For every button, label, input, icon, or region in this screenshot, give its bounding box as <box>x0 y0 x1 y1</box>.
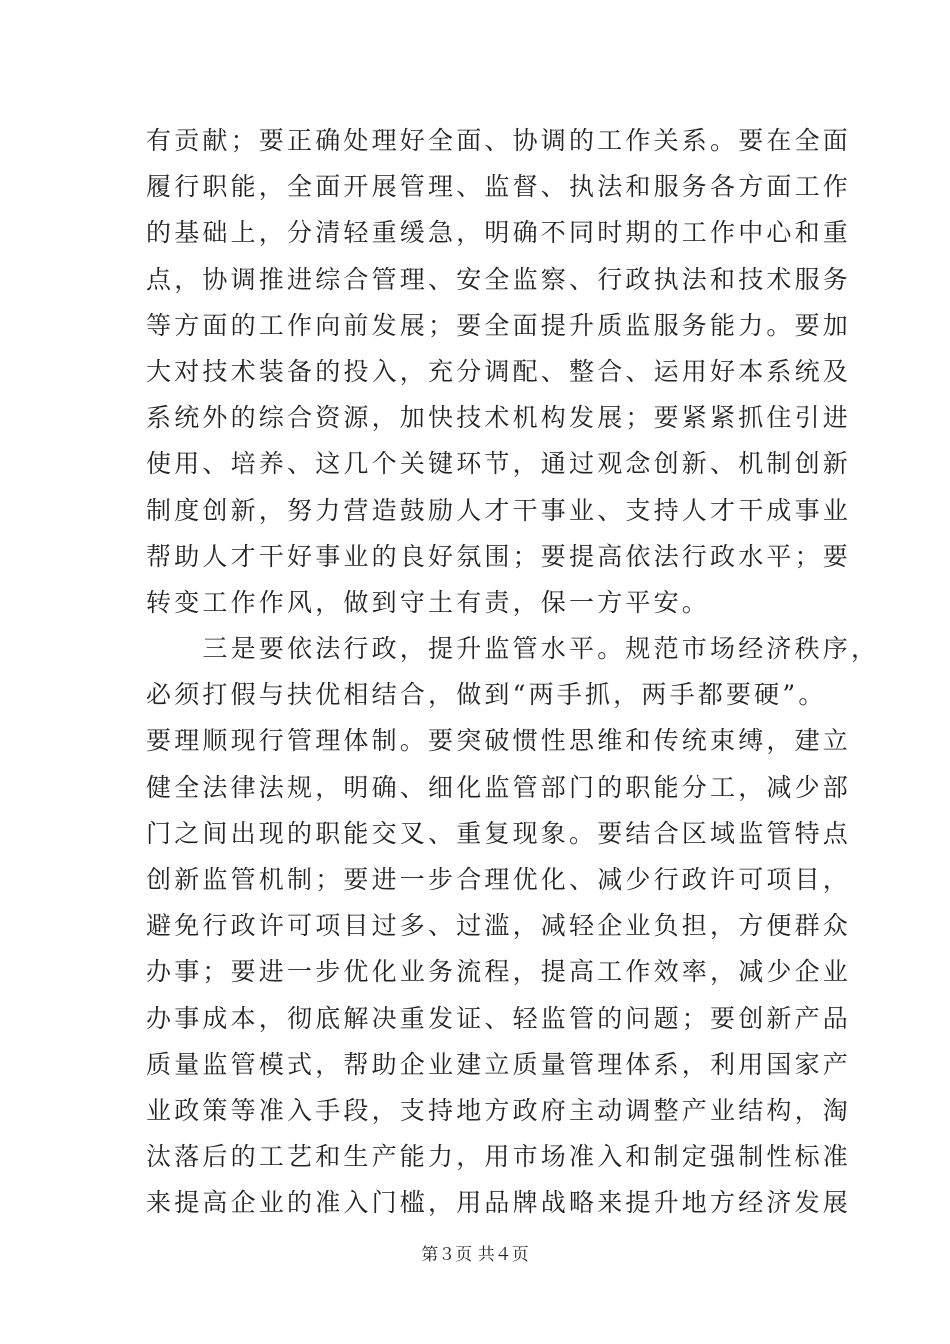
text-line: 大对技术装备的投入，充分调配、整合、运用好本系统及 <box>146 356 852 386</box>
text-line: 必须打假与扶优相结合，做到“两手抓，两手都要硬”。 <box>146 680 827 710</box>
text-line: 质量监管模式，帮助企业建立质量管理体系，利用国家产 <box>146 1049 852 1079</box>
text-line: 创新监管机制；要进一步合理优化、减少行政许可项目， <box>146 865 852 894</box>
text-line: 的基础上，分清轻重缓急，明确不同时期的工作中心和重 <box>146 218 852 248</box>
text-line: 有贡献；要正确处理好全面、协调的工作关系。要在全面 <box>146 126 852 155</box>
text-line: 系统外的综合资源，加快技术机构发展；要紧紧抓住引进 <box>146 403 852 433</box>
text-line: 等方面的工作向前发展；要全面提升质监服务能力。要加 <box>146 310 852 340</box>
text-line: 办事成本，彻底解决重发证、轻监管的问题；要创新产品 <box>146 1003 852 1033</box>
text-line: 业政策等准入手段，支持地方政府主动调整产业结构，淘 <box>146 1095 852 1125</box>
text-line: 点，协调推进综合管理、安全监察、行政执法和技术服务 <box>146 264 852 294</box>
text-line: 三是要依法行政，提升监管水平。规范市场经济秩序， <box>146 634 880 664</box>
document-body <box>146 118 880 1227</box>
text-line: 履行职能，全面开展管理、监督、执法和服务各方面工作 <box>146 172 852 202</box>
text-line: 制度创新，努力营造鼓励人才干事业、支持人才干成事业 <box>146 495 852 525</box>
text-line: 办事；要进一步优化业务流程，提高工作效率，减少企业 <box>146 957 852 987</box>
text-line: 避免行政许可项目过多、过滥，减轻企业负担，方便群众 <box>146 911 852 941</box>
text-line: 汰落后的工艺和生产能力，用市场准入和制定强制性标准 <box>146 1142 852 1172</box>
text-line: 帮助人才干好事业的良好氛围；要提高依法行政水平；要 <box>146 541 852 571</box>
page-number-footer: 第３页 共４页 <box>421 1245 529 1265</box>
text-line: 要理顺现行管理体制。要突破惯性思维和传统束缚，建立 <box>146 726 852 756</box>
text-line: 健全法律法规，明确、细化监管部门的职能分工，减少部 <box>146 772 852 802</box>
text-line: 使用、培养、这几个关键环节，通过观念创新、机制创新 <box>146 449 852 479</box>
text-line: 转变工作作风，做到守土有责，保一方平安。 <box>146 587 711 617</box>
text-line: 来提高企业的准入门槛，用品牌战略来提升地方经济发展 <box>146 1188 852 1218</box>
text-line: 门之间出现的职能交叉、重复现象。要结合区域监管特点 <box>146 818 852 848</box>
